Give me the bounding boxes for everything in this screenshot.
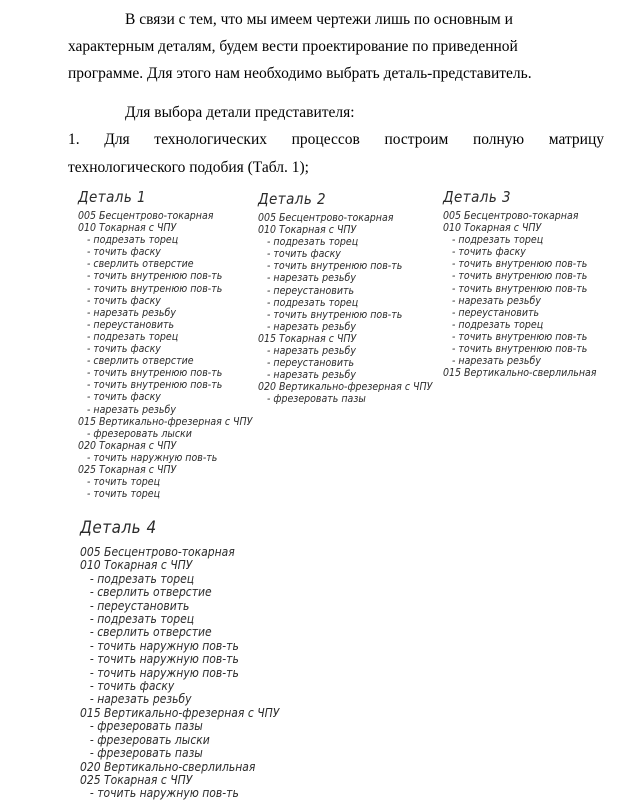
- intro-line-4: Для выбора детали представителя:: [125, 104, 355, 121]
- operation-transition: - сверлить отверстие: [89, 625, 212, 640]
- operation-transition: - точить торец: [87, 488, 161, 501]
- operation-transition: - переустановить: [267, 357, 355, 370]
- operation-transition: - точить внутренюю пов-ть: [87, 367, 223, 380]
- operation-transition: - точить фаску: [267, 248, 341, 261]
- operation-transition: - сверлить отверстие: [89, 585, 212, 600]
- operation-step: 005 Бесцентрово-токарная: [258, 212, 394, 224]
- operation-transition: - точить внутренюю пов-ть: [267, 260, 403, 273]
- operation-transition: - фрезеровать лыски: [89, 732, 210, 747]
- detail-title: Деталь 3: [443, 188, 512, 206]
- operation-transition: - подрезать торец: [452, 318, 544, 331]
- operation-transition: - подрезать торец: [89, 612, 195, 627]
- operation-transition: - подрезать торец: [267, 296, 359, 309]
- operation-transition: - нарезать резьбу: [267, 272, 356, 285]
- operation-transition: - фрезеровать пазы: [89, 746, 203, 761]
- operation-transition: - точить наружную пов-ть: [89, 665, 239, 680]
- operation-transition: - нарезать резьбу: [267, 345, 356, 358]
- operation-step: 010 Токарная с ЧПУ: [80, 558, 193, 573]
- operation-step: 005 Бесцентрово-токарная: [443, 210, 579, 222]
- operation-transition: - нарезать резьбу: [267, 320, 356, 333]
- operation-transition: - точить фаску: [87, 343, 161, 356]
- operation-transition: - подрезать торец: [87, 330, 179, 343]
- detail-4-block: [80, 518, 279, 801]
- operation-transition: - точить наружную пов-ть: [89, 652, 239, 667]
- operation-transition: - нарезать резьбу: [89, 692, 192, 707]
- operation-transition: - точить фаску: [87, 391, 161, 404]
- operation-transition: - сверлить отверстие: [87, 355, 194, 368]
- operation-transition: - подрезать торец: [89, 571, 195, 586]
- operation-transition: - точить внутренюю пов-ть: [452, 270, 588, 283]
- operation-transition: - точить внутренюю пов-ть: [452, 258, 588, 271]
- operation-transition: - нарезать резьбу: [452, 294, 541, 307]
- operation-step: 005 Бесцентрово-токарная: [78, 210, 214, 222]
- operation-transition: - точить торец: [87, 476, 161, 489]
- operation-transition: - точить наружную пов-ть: [89, 786, 239, 801]
- operation-step: 005 Бесцентрово-токарная: [80, 545, 235, 559]
- operation-transition: - точить фаску: [452, 246, 526, 259]
- operation-transition: - фрезеровать пазы: [89, 719, 203, 734]
- operation-transition: - точить наружную пов-ть: [87, 451, 218, 464]
- operation-transition: - фрезеровать пазы: [267, 393, 366, 406]
- operation-step: 025 Токарная с ЧПУ: [80, 772, 193, 787]
- operation-step: 015 Токарная с ЧПУ: [258, 332, 357, 345]
- operation-transition: - переустановить: [87, 318, 175, 331]
- detail-title: Деталь 2: [258, 190, 327, 208]
- operation-transition: - нарезать резьбу: [87, 403, 176, 416]
- operation-transition: - точить внутренюю пов-ть: [452, 343, 588, 356]
- operation-step: 010 Токарная с ЧПУ: [258, 224, 357, 237]
- operation-transition: - подрезать торец: [87, 234, 179, 247]
- operation-transition: - точить внутренюю пов-ть: [452, 330, 588, 343]
- operation-transition: - точить фаску: [87, 246, 161, 259]
- operation-transition: - точить внутренюю пов-ть: [87, 379, 223, 392]
- intro-line-5: 1. Для технологических процессов построим полную матрицу: [68, 131, 604, 148]
- detail-3-block: [443, 188, 596, 379]
- operation-transition: - точить внутренюю пов-ть: [267, 308, 403, 321]
- operation-transition: - точить внутренюю пов-ть: [452, 282, 588, 295]
- intro-line-6: технологического подобия (Табл. 1);: [68, 159, 309, 176]
- operation-transition: - точить наружную пов-ть: [89, 638, 239, 653]
- operation-transition: - сверлить отверстие: [87, 258, 194, 271]
- operation-transition: - подрезать торец: [267, 236, 359, 249]
- operation-step: 020 Вертикально-сверлильная: [80, 759, 256, 774]
- operation-transition: - точить фаску: [87, 294, 161, 307]
- operation-step: 010 Токарная с ЧПУ: [78, 222, 177, 235]
- detail-1-block: [78, 188, 252, 500]
- operation-step: 015 Вертикально-фрезерная с ЧПУ: [78, 415, 253, 428]
- operation-transition: - точить внутренюю пов-ть: [87, 270, 223, 283]
- operation-transition: - подрезать торец: [452, 234, 544, 247]
- operation-transition: - точить фаску: [89, 679, 175, 694]
- operation-transition: - переустановить: [452, 306, 540, 319]
- intro-line-3: программе. Для этого нам необходимо выбрать деталь-представитель.: [68, 65, 532, 82]
- operation-transition: - переустановить: [267, 284, 355, 297]
- operation-transition: - нарезать резьбу: [452, 355, 541, 368]
- intro-line-1: В связи с тем, что мы имеем чертежи лишь по основным и: [125, 11, 513, 28]
- operation-step: 020 Вертикально-фрезерная с ЧПУ: [258, 381, 433, 394]
- operation-step: 020 Токарная с ЧПУ: [78, 439, 177, 452]
- operation-step: 025 Токарная с ЧПУ: [78, 463, 177, 476]
- detail-title: Деталь 1: [78, 188, 147, 206]
- intro-line-2: характерным деталям, будем вести проектирование по приведенной: [68, 38, 518, 55]
- operation-step: 010 Токарная с ЧПУ: [443, 222, 542, 235]
- operation-transition: - нарезать резьбу: [87, 306, 176, 319]
- operation-transition: - переустановить: [89, 598, 190, 613]
- operation-transition: - фрезеровать лыски: [87, 427, 192, 440]
- detail-2-block: [258, 190, 432, 406]
- operation-step: 015 Вертикально-сверлильная: [443, 367, 597, 380]
- operation-transition: - нарезать резьбу: [267, 369, 356, 382]
- operation-transition: - точить внутренюю пов-ть: [87, 282, 223, 295]
- operation-step: 015 Вертикально-фрезерная с ЧПУ: [80, 705, 280, 720]
- detail-title: Деталь 4: [80, 518, 157, 538]
